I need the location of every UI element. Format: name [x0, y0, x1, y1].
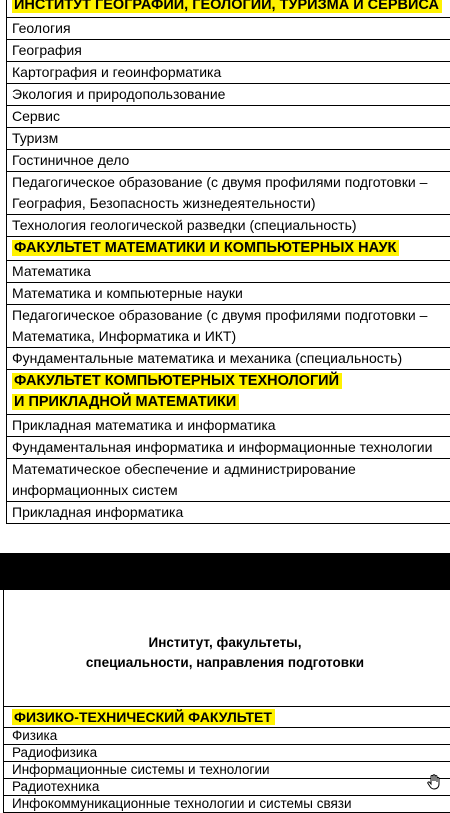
table-row: Прикладная информатика [7, 502, 450, 524]
table-row: Экология и природопользование [7, 84, 450, 106]
table-row: Технология геологической разведки (специальность) [7, 215, 450, 237]
programs-table-2 [3, 706, 450, 813]
table-row: Математическое обеспечение и администрирование информационных систем [7, 459, 450, 502]
table-row: Прикладная математика и информатика [7, 415, 450, 437]
table-row: Фундаментальные математика и механика (специальность) [7, 348, 450, 370]
table-row: Педагогическое образование (с двумя профилями подготовки – География, Безопасность жизнедеятельности) [7, 172, 450, 215]
section-header-institute: ИНСТИТУТ ГЕОГРАФИИ, ГЕОЛОГИИ, ТУРИЗМА И СЕРВИСА [7, 0, 450, 18]
table-row: Фундаментальная информатика и информационные технологии [7, 437, 450, 459]
table-row: Туризм [7, 128, 450, 150]
table-row: Педагогическое образование (с двумя профилями подготовки – Математика, Информатика и ИКТ) [7, 305, 450, 348]
section-header-math: ФАКУЛЬТЕТ МАТЕМАТИКИ И КОМПЬЮТЕРНЫХ НАУК [7, 237, 450, 261]
programs-table-1 [6, 0, 450, 524]
hand-cursor-icon [426, 774, 442, 790]
table-row: География [7, 40, 450, 62]
table-row: Геология [7, 18, 450, 40]
table-row: Гостиничное дело [7, 150, 450, 172]
table-row: Математика и компьютерные науки [7, 283, 450, 305]
table-row: Информационные системы и технологии [4, 762, 450, 779]
table-row: Радиотехника [4, 779, 450, 796]
section-header-cs: ФАКУЛЬТЕТ КОМПЬЮТЕРНЫХ ТЕХНОЛОГИЙ И ПРИКЛАДНОЙ МАТЕМАТИКИ [7, 370, 450, 415]
document-page-2 [0, 590, 450, 811]
table-row: Инфокоммуникационные технологии и системы связи [4, 796, 450, 813]
table-row: Физика [4, 728, 450, 745]
slide-title: Институт, факультеты, специальности, направления подготовки [85, 635, 365, 670]
table-row: Картография и геоинформатика [7, 62, 450, 84]
table-row: Радиофизика [4, 745, 450, 762]
table-row: Математика [7, 261, 450, 283]
page-separator [0, 553, 450, 590]
table-row: Сервис [7, 106, 450, 128]
section-header-phys: ФИЗИКО-ТЕХНИЧЕСКИЙ ФАКУЛЬТЕТ [4, 706, 450, 728]
